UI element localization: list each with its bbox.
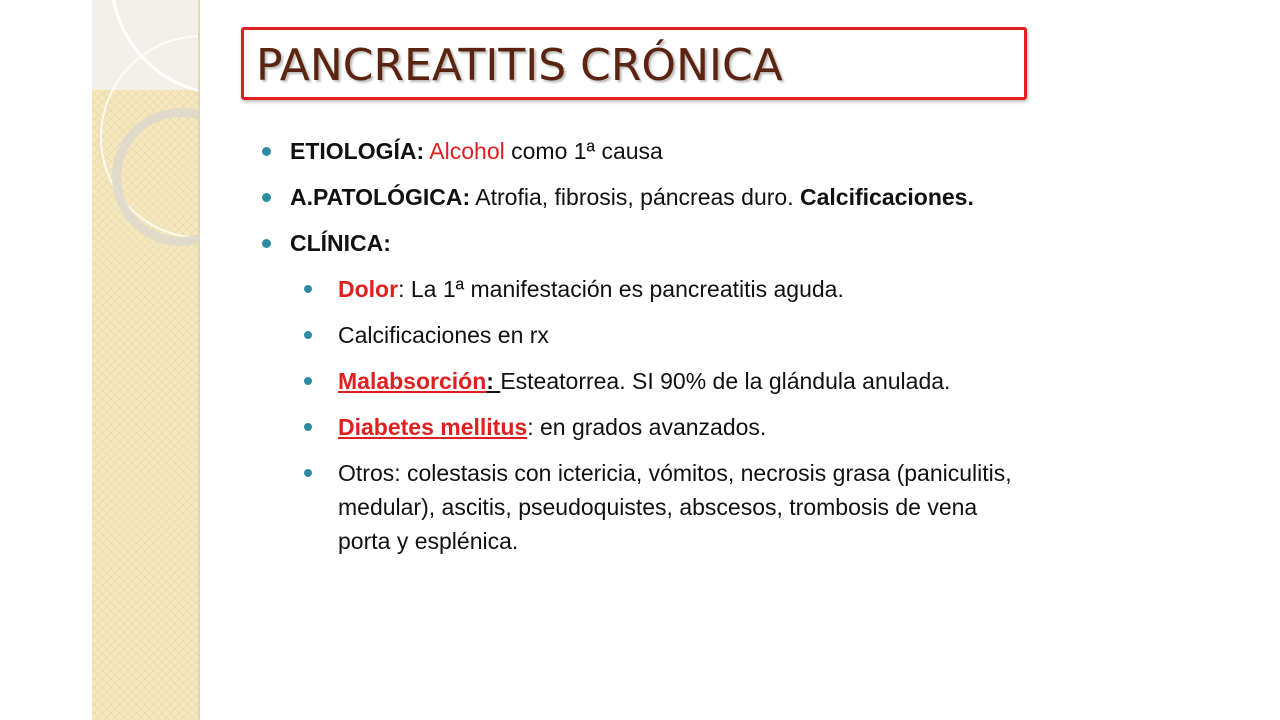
etiologia-text: como 1ª causa bbox=[504, 138, 663, 164]
clinica-label: CLÍNICA: bbox=[290, 230, 391, 256]
decorative-sidebar bbox=[92, 0, 200, 720]
term-diabetes: Diabetes mellitus bbox=[338, 414, 528, 440]
calcificaciones-text: Calcificaciones en rx bbox=[338, 322, 549, 348]
bullet-icon bbox=[262, 239, 271, 248]
etiologia-highlight: Alcohol bbox=[429, 138, 505, 164]
bullet-icon bbox=[304, 331, 312, 339]
slide-content bbox=[262, 134, 1022, 570]
term-separator: : bbox=[486, 368, 501, 394]
bullet-icon bbox=[304, 377, 312, 385]
patologica-label: A.PATOLÓGICA: bbox=[290, 184, 471, 210]
slide-title: PANCREATITIS CRÓNICA bbox=[256, 40, 783, 91]
sub-bullet-diabetes bbox=[262, 410, 1022, 444]
diabetes-text: en grados avanzados. bbox=[533, 414, 767, 440]
dolor-text: La 1ª manifestación es pancreatitis aguda. bbox=[404, 276, 844, 302]
bullet-icon bbox=[304, 423, 312, 431]
bullet-icon bbox=[262, 147, 271, 156]
term-separator: : bbox=[398, 276, 405, 302]
title-box bbox=[241, 27, 1027, 100]
sub-bullet-calcificaciones bbox=[262, 318, 1022, 352]
term-dolor: Dolor bbox=[338, 276, 399, 302]
bullet-icon bbox=[304, 469, 312, 477]
bullet-icon bbox=[262, 193, 271, 202]
etiologia-label: ETIOLOGÍA: bbox=[290, 138, 425, 164]
sub-bullet-malabsorcion bbox=[262, 364, 1022, 398]
patologica-text: Atrofia, fibrosis, páncreas duro. bbox=[470, 184, 800, 210]
bullet-icon bbox=[304, 285, 312, 293]
term-malabsorcion: Malabsorción bbox=[338, 368, 487, 394]
otros-text: Otros: colestasis con ictericia, vómitos, necrosis grasa (paniculitis, medular), ascitis, pseudoquistes, abscesos, trombosis de vena porta y esplénica. bbox=[338, 460, 1012, 554]
bullet-etiologia bbox=[262, 134, 1022, 168]
sub-bullet-dolor bbox=[262, 272, 1022, 306]
bullet-patologica bbox=[262, 180, 1022, 214]
sub-bullet-otros bbox=[262, 456, 1022, 558]
term-separator: : bbox=[527, 414, 534, 440]
bullet-clinica bbox=[262, 226, 1022, 260]
malabsorcion-text: Esteatorrea. SI 90% de la glándula anulada. bbox=[500, 368, 951, 394]
patologica-bold: Calcificaciones. bbox=[800, 184, 974, 210]
